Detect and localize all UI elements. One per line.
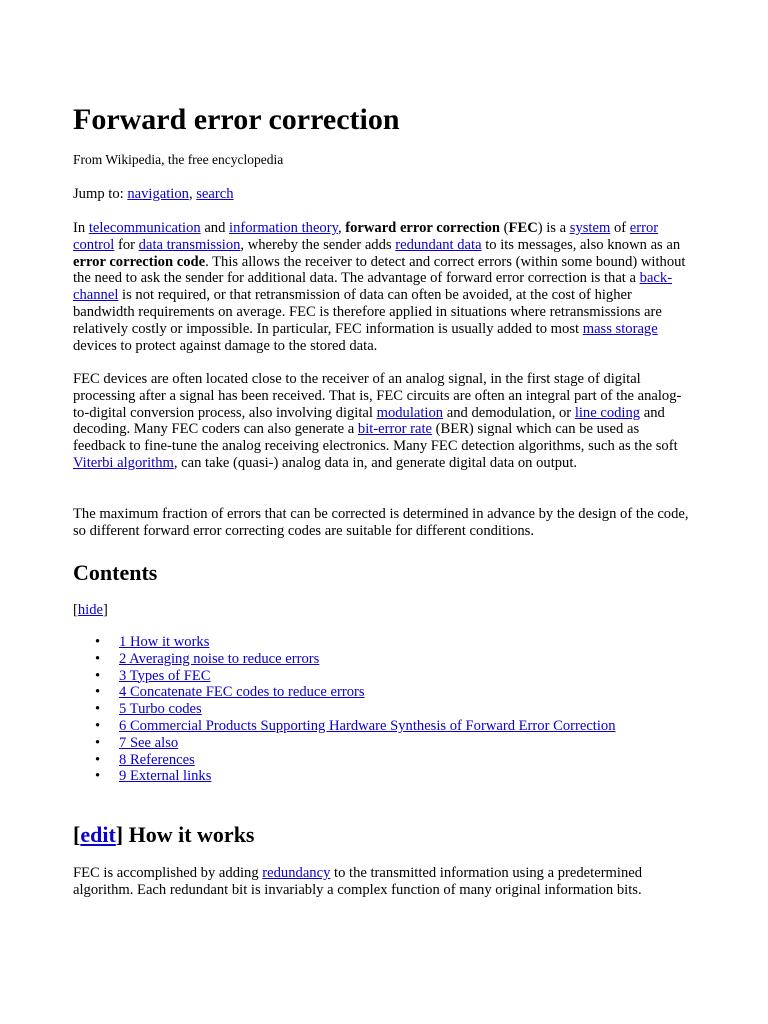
jump-to-links <box>73 185 694 203</box>
bullet-icon: • <box>95 717 101 734</box>
bullet-icon: • <box>95 768 101 785</box>
jump-prefix: Jump to: <box>73 186 128 202</box>
text-run: ) is a <box>537 220 570 236</box>
toc-item <box>73 668 616 685</box>
fec-devices-paragraph <box>73 371 694 472</box>
bracket: ] <box>103 602 108 618</box>
bracket: [ <box>73 822 81 847</box>
text-run: for <box>114 236 139 253</box>
bullet-icon: • <box>95 667 101 684</box>
toc-item <box>73 701 616 718</box>
section-title: How it works <box>128 822 255 847</box>
text-run: to the transmitted information using a predetermined algorithm. Each redundant bit is invariably a complex function of many original information bits. <box>73 865 643 898</box>
toc-link-types-of-fec[interactable]: 3 Types of FEC <box>119 667 211 684</box>
toc-item <box>73 684 616 701</box>
toc-link-averaging-noise[interactable]: 2 Averaging noise to reduce errors <box>119 650 320 667</box>
toc-link-concatenate[interactable]: 4 Concatenate FEC codes to reduce errors <box>119 684 365 701</box>
site-subtitle: From Wikipedia, the free encyclopedia <box>73 152 284 167</box>
bracket: [ <box>73 602 78 618</box>
text-run: is not required, or that retransmission of data can often be avoided, at the cost of higher bandwidth requirements on average. FEC is therefore applied in situations where retransmissions are relatively costly or impossible. In particular, FEC information is usually added to most <box>73 287 662 337</box>
line-coding-link[interactable]: line coding <box>574 404 641 421</box>
toc-link-references[interactable]: 8 References <box>119 751 195 768</box>
text-run: to its messages, also known as an <box>481 236 681 253</box>
toc-item <box>73 651 616 668</box>
bit-error-rate-link[interactable]: bit-error rate <box>357 421 433 438</box>
fec-term: forward error correction <box>345 220 501 236</box>
bullet-icon: • <box>95 634 101 650</box>
toc-item <box>73 718 616 735</box>
text-run: and decoding. Many FEC coders can also generate a <box>73 404 665 438</box>
redundant-data-link[interactable]: redundant data <box>395 236 482 253</box>
text-run: FEC is accomplished by adding <box>73 865 263 881</box>
text-run: devices to protect against damage to the stored data. <box>73 337 378 354</box>
toc-link-see-also[interactable]: 7 See also <box>119 734 179 751</box>
bullet-icon: • <box>95 684 101 701</box>
text-run: FEC devices are often located close to the receiver of an analog signal, in the first stage of digital processing after a signal has been received. That is, FEC circuits are often an integral part of the analog-to-digital conversion process, also involving digital <box>73 371 682 421</box>
text-run: ( <box>500 220 509 236</box>
contents-heading: Contents <box>73 560 158 585</box>
toc-link-how-it-works[interactable]: 1 How it works <box>119 634 210 650</box>
edit-section-link[interactable]: edit <box>80 822 116 847</box>
section-heading-how-it-works <box>73 820 255 850</box>
page-title: Forward error correction <box>73 103 400 136</box>
redundancy-link[interactable]: redundancy <box>262 865 331 881</box>
how-it-works-paragraph <box>73 865 694 899</box>
jump-separator: , <box>188 186 197 202</box>
data-transmission-link[interactable]: data transmission <box>138 236 241 253</box>
bullet-icon: • <box>95 650 101 667</box>
toc-item <box>73 735 616 752</box>
ecc-term: error correction code <box>73 253 206 270</box>
information-theory-link[interactable]: information theory <box>229 220 338 236</box>
bullet-icon: • <box>95 751 101 768</box>
toc-item <box>73 634 616 651</box>
intro-paragraph <box>73 220 694 354</box>
search-link[interactable]: search <box>196 186 234 202</box>
text-run: , can take (quasi-) analog data in, and generate digital data on output. <box>173 454 578 471</box>
toc-toggle <box>73 601 694 619</box>
text-run: . This allows the receiver to detect and correct errors (within some bound) without the need to ask the sender for additional data. The advantage of forward error correction is that a <box>73 253 686 287</box>
bullet-icon: • <box>95 734 101 751</box>
toc-link-turbo-codes[interactable]: 5 Turbo codes <box>119 701 202 718</box>
hide-toc-link[interactable]: hide <box>77 602 104 618</box>
fec-abbr: FEC <box>508 220 538 236</box>
text-run: and demodulation, or <box>443 404 575 421</box>
bullet-icon: • <box>95 701 101 718</box>
toc-item <box>73 752 616 769</box>
text-run: of <box>610 220 630 236</box>
toc-link-commercial-products[interactable]: 6 Commercial Products Supporting Hardware Synthesis of Forward Error Correction <box>119 717 616 734</box>
error-control-link[interactable]: error control <box>73 220 659 253</box>
text-run: , whereby the sender adds <box>240 236 396 253</box>
max-fraction-paragraph: The maximum fraction of errors that can be corrected is determined in advance by the design of the code, so different forward error correcting codes are suitable for different conditions. <box>73 506 689 539</box>
text-run: and <box>200 220 230 236</box>
toc-item <box>73 768 616 785</box>
bracket: ] <box>115 822 129 847</box>
text-run: (BER) signal which can be used as feedback to fine-tune the analog receiving electronics. Many FEC detection algorithms, such as the soft <box>73 421 678 455</box>
text-run: , <box>337 220 346 236</box>
text-run: In <box>73 220 89 236</box>
back-channel-link[interactable]: back-channel <box>73 270 673 304</box>
telecommunication-link[interactable]: telecommunication <box>88 220 201 236</box>
navigation-link[interactable]: navigation <box>127 186 189 202</box>
toc-link-external-links[interactable]: 9 External links <box>119 768 212 785</box>
table-of-contents <box>73 634 616 785</box>
viterbi-algorithm-link[interactable]: Viterbi algorithm <box>73 454 174 471</box>
modulation-link[interactable]: modulation <box>376 404 444 421</box>
mass-storage-link[interactable]: mass storage <box>582 320 658 337</box>
system-link[interactable]: system <box>569 220 611 236</box>
